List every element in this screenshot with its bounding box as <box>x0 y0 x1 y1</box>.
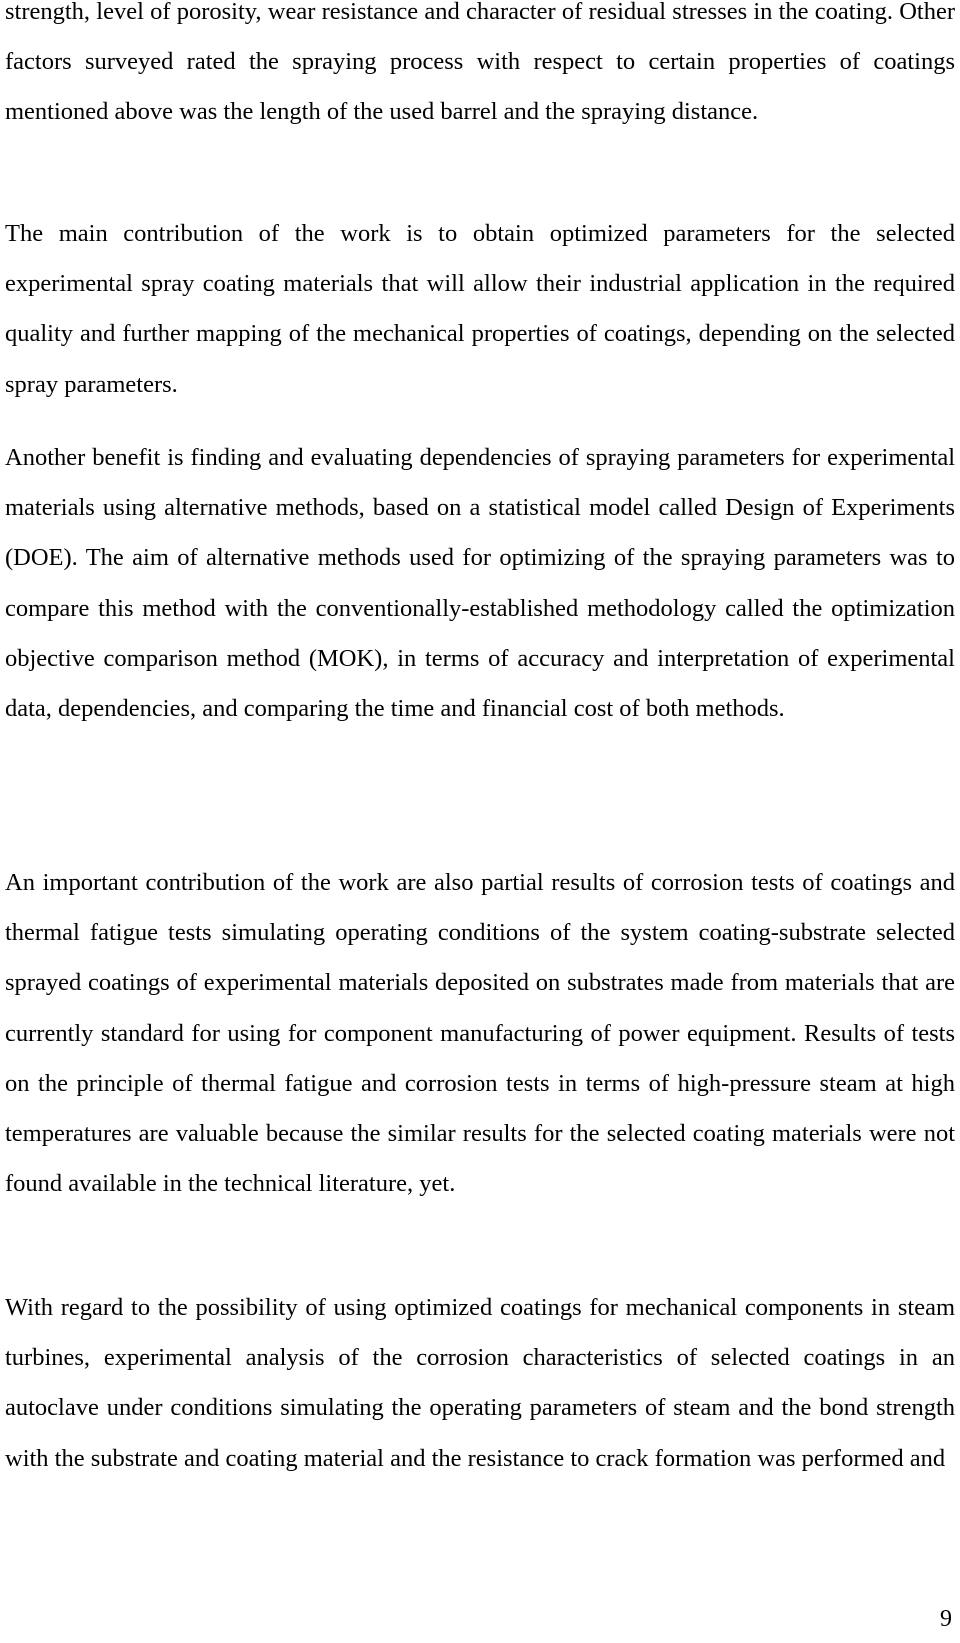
paragraph-doe-benefit: Another benefit is finding and evaluating dependencies of spraying parameters for experimental materials using alternative methods, based on a statistical model called Design of Experiments (DOE). The aim of alternative methods used for optimizing of the spraying parameters was to compare this method with the conventionally-established methodology called the optimization objective comparison method (MOK), in terms of accuracy and interpretation of experimental data, dependencies, and comparing the time and financial cost of both methods. <box>5 444 955 723</box>
paragraph-steam-turbines: With regard to the possibility of using optimized coatings for mechanical components in steam turbines, experimental analysis of the corrosion characteristics of selected coatings in an autoclave under conditions simulating the operating parameters of steam and the bond strength with the substrate and coating material and the resistance to crack formation was performed and <box>5 1294 955 1472</box>
page-number: 9 <box>940 1606 952 1632</box>
paragraph-spraying-factors: strength, level of porosity, wear resistance and character of residual stresses in the coating. Other factors surveyed rated the spraying process with respect to certain properties of coatings mentioned above was the length of the used barrel and the spraying distance. <box>5 0 955 126</box>
paragraph-corrosion-tests: An important contribution of the work are also partial results of corrosion tests of coatings and thermal fatigue tests simulating operating conditions of the system coating-substrate selected sprayed coatings of experimental materials deposited on substrates made from materials that are currently standard for using for component manufacturing of power equipment. Results of tests on the principle of thermal fatigue and corrosion tests in terms of high-pressure steam at high temperatures are valuable because the similar results for the selected coating materials were not found available in the technical literature, yet. <box>5 869 955 1198</box>
paragraph-main-contribution: The main contribution of the work is to obtain optimized parameters for the selected experimental spray coating materials that will allow their industrial application in the required quality and further mapping of the mechanical properties of coatings, depending on the selected spray parameters. <box>5 220 955 398</box>
